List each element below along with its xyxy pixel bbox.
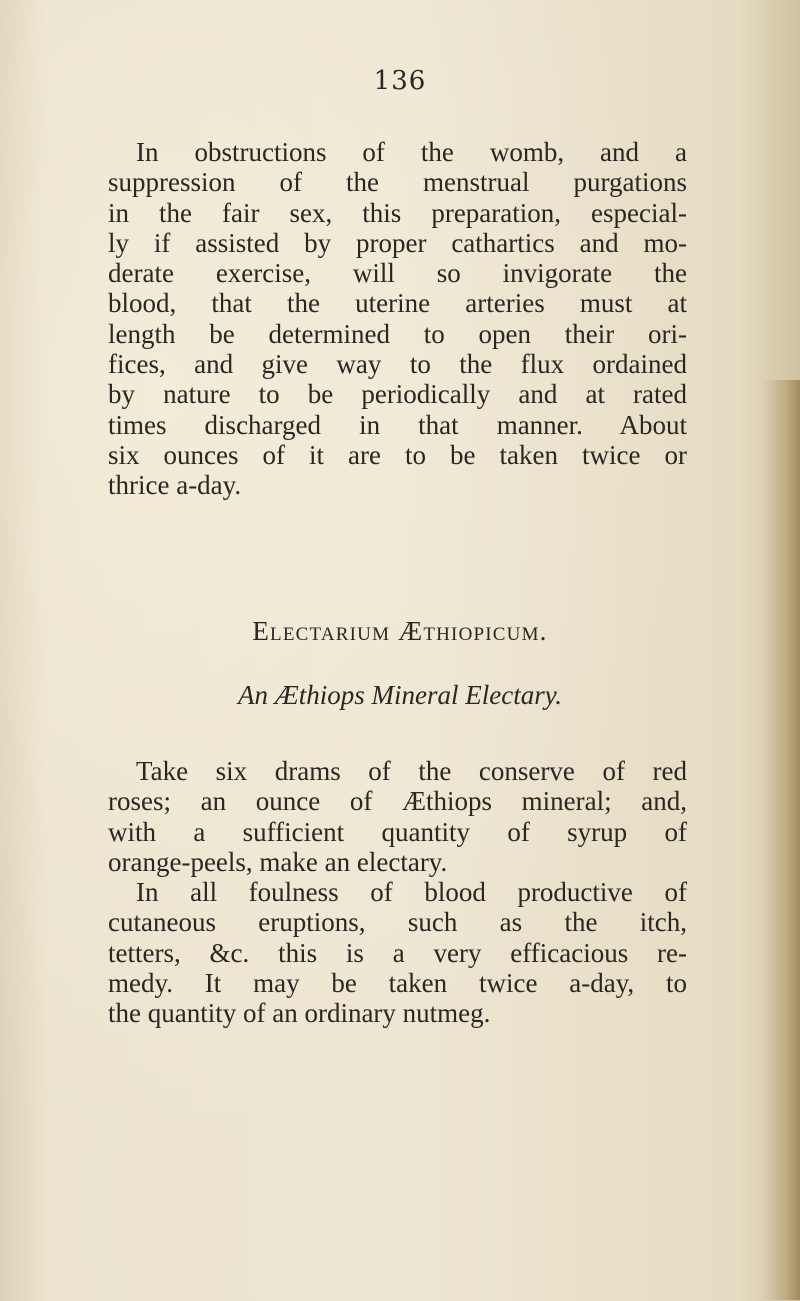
text-line: orange-peels, make an electary. (108, 846, 448, 877)
text-line: times discharged in that manner. About (108, 409, 687, 440)
paragraph-usage (108, 877, 687, 1028)
text-line: six ounces of it are to be taken twice or (108, 439, 687, 470)
text-line: medy. It may be taken twice a-day, to (108, 967, 687, 998)
text-line: fices, and give way to the flux ordained (108, 349, 687, 380)
section-heading: Electarium Æthiopicum. (252, 616, 548, 646)
text-line: cutaneous eruptions, such as the itch, (108, 907, 687, 938)
text-line: in the fair sex, this preparation, especial- (108, 197, 687, 228)
text-line: the quantity of an ordinary nutmeg. (108, 998, 491, 1029)
text-line: tetters, &c. this is a very efficacious re- (108, 937, 687, 968)
text-line: In all foulness of blood productive of (136, 877, 687, 907)
page-edge-stain (762, 380, 800, 1300)
text-line: by nature to be periodically and at rated (108, 379, 687, 410)
section-subheading: An Æthiops Mineral Electary. (238, 680, 562, 710)
paragraph-recipe (108, 756, 687, 877)
text-line: with a sufficient quantity of syrup of (108, 816, 687, 847)
text-line: blood, that the uterine arteries must at (108, 288, 687, 319)
text-line: In obstructions of the womb, and a (136, 137, 687, 167)
text-line: thrice a-day. (108, 470, 242, 501)
text-line: length be determined to open their ori- (108, 318, 687, 349)
text-line: roses; an ounce of Æthiops mineral; and, (108, 786, 687, 817)
text-line: derate exercise, will so invigorate the (108, 258, 687, 289)
page-number: 136 (373, 66, 427, 96)
paragraph-obstructions (108, 137, 687, 501)
text-line: ly if assisted by proper cathartics and mo- (108, 227, 687, 258)
text-line: suppression of the menstrual purgations (108, 167, 687, 198)
text-line: Take six drams of the conserve of red (136, 756, 687, 786)
